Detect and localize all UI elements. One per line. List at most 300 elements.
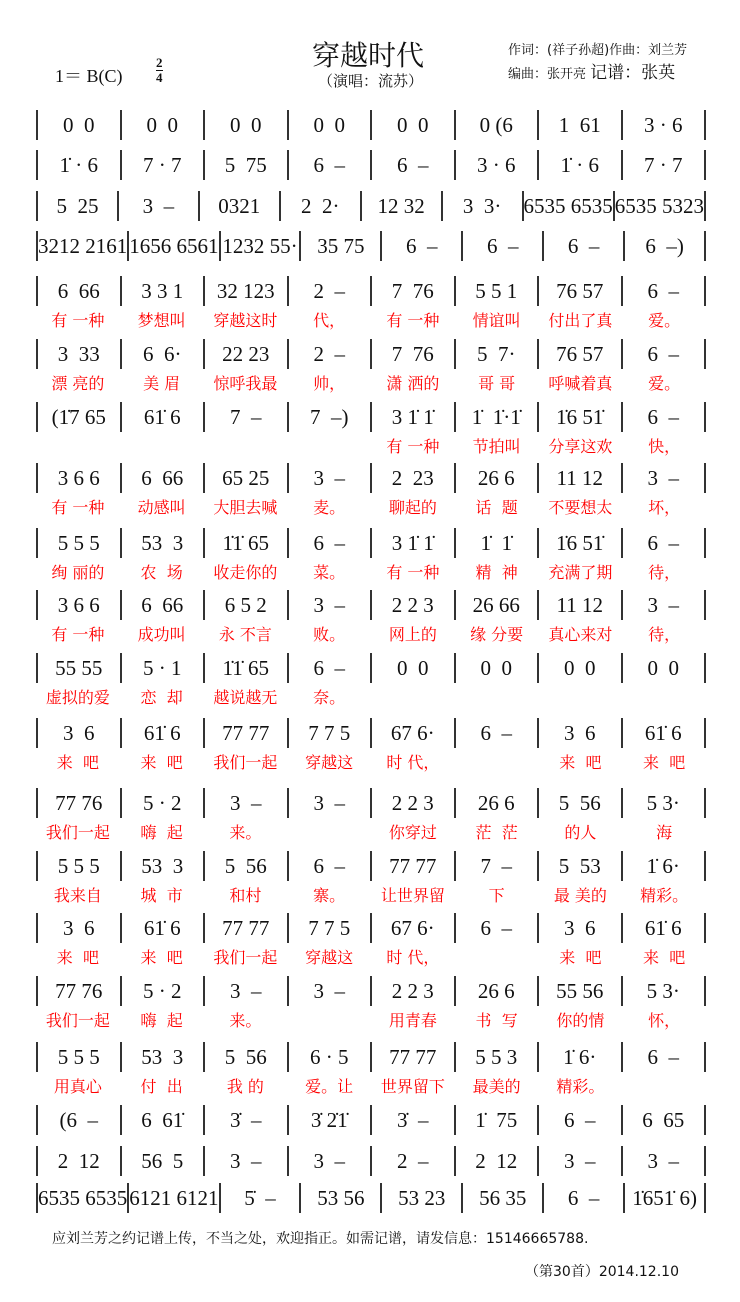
lyric: 我们一起 [213, 753, 278, 772]
measure: 6 – [287, 150, 371, 180]
measure: 7 · 7 [120, 150, 204, 180]
lyric: 精彩。 [640, 886, 689, 905]
lyric [204, 434, 288, 457]
measure: 77 77 [203, 913, 287, 943]
lyric: 永 不言 [218, 625, 272, 644]
measure: 3 – [203, 788, 287, 818]
lyric: 付出了真 [548, 311, 613, 330]
measure: 5 56 [203, 1042, 287, 1072]
measure: 2 2 3 [370, 976, 454, 1006]
staff-line [36, 976, 706, 1006]
measure: 6 – [287, 528, 371, 558]
lyric: 农 场 [140, 563, 183, 582]
lyric: 麦。 [313, 498, 346, 517]
lyric: 奈。 [313, 688, 346, 707]
measure: 61̇ 6 [120, 718, 204, 748]
measure: 6 – [621, 1042, 707, 1072]
measure: 76 57 [537, 276, 621, 306]
measure: 5 3· [621, 976, 707, 1006]
measure: 3 6 6 [36, 463, 120, 493]
measure: 11 12 [537, 590, 621, 620]
measure: 3 – [621, 463, 707, 493]
measure: 3 6 [36, 718, 120, 748]
measure: 61̇ 6 [120, 402, 204, 432]
measure: 53 56 [299, 1183, 380, 1213]
measure: 3 – [537, 1146, 621, 1176]
measure: 53 3 [120, 528, 204, 558]
staff-line [36, 851, 706, 881]
measure: 2 2· [279, 191, 360, 221]
lyric [287, 1008, 371, 1031]
lyric-line [36, 883, 706, 906]
measure: 7 76 [370, 339, 454, 369]
measure: 3 – [287, 1146, 371, 1176]
lyric-line [36, 560, 706, 583]
measure: 5̇ – [219, 1183, 300, 1213]
measure: 53 23 [380, 1183, 461, 1213]
lyric: 动感叫 [137, 498, 186, 517]
measure: 0 0 [36, 110, 120, 140]
measure: 32 123 [203, 276, 287, 306]
measure: 6 – [380, 231, 461, 261]
measure: 2 12 [36, 1146, 120, 1176]
lyric: 菜。 [313, 563, 346, 582]
lyric: 来 吧 [56, 753, 99, 772]
lyric: 的人 [564, 823, 597, 842]
lyric: 虚拟的爱 [45, 688, 110, 707]
lyric: 爱。 [648, 311, 681, 330]
lyric [455, 685, 539, 708]
staff-line [36, 1105, 706, 1135]
lyric: 坏， [648, 498, 681, 517]
lyric: 帅， [313, 374, 346, 393]
staff-line [36, 528, 706, 558]
lyric: 来 吧 [643, 948, 686, 967]
lyric-line [36, 685, 706, 708]
measure: 6 – [621, 528, 707, 558]
lyric [622, 685, 706, 708]
measure: 0 0 [454, 653, 538, 683]
measure: 6 – [454, 718, 538, 748]
measure: 3 3· [441, 191, 522, 221]
measure: 6 – [461, 231, 542, 261]
measure: 3 – [287, 590, 371, 620]
measure: 5 5 3 [454, 1042, 538, 1072]
lyric: 来 吧 [140, 948, 183, 967]
lyric: 我来自 [53, 886, 102, 905]
measure: 77 77 [370, 851, 454, 881]
key-signature: 1＝ B(C) [55, 66, 123, 86]
lyric: 真心来对 [548, 625, 613, 644]
lyric: 缘 分要 [470, 625, 524, 644]
measure: 3 – [621, 590, 707, 620]
lyric: 爱。 [648, 374, 681, 393]
measure: 6 – [621, 402, 707, 432]
measure: 6 · 5 [287, 1042, 371, 1072]
measure: 1232 55· [219, 231, 300, 261]
credits [508, 40, 687, 86]
measure: 7 – [454, 851, 538, 881]
lyric: 你穿过 [388, 823, 437, 842]
staff-line [36, 590, 706, 620]
lyric: 和村 [229, 886, 262, 905]
measure: 5 5 5 [36, 851, 120, 881]
measure: 77 77 [370, 1042, 454, 1072]
arranger: 编曲：张开亮 [508, 67, 587, 82]
measure: 5 · 2 [120, 788, 204, 818]
lyric: 快， [648, 437, 681, 456]
lyric-line [36, 1074, 706, 1097]
lyric: 有 一种 [386, 563, 440, 582]
staff-line [36, 231, 706, 261]
measure: 2 – [370, 1146, 454, 1176]
lyric: 穿越这时 [213, 311, 278, 330]
measure: 1̇651̇ 6) [623, 1183, 706, 1213]
staff-line [36, 276, 706, 306]
measure: 26 66 [454, 590, 538, 620]
measure: 3 1̇ 1̇ [370, 528, 454, 558]
lyric: 越说越无 [213, 688, 278, 707]
measure: 61̇ 6 [120, 913, 204, 943]
lyric: 付 出 [140, 1077, 183, 1096]
staff-line [36, 1042, 706, 1072]
measure: 6535 5323 [613, 191, 706, 221]
meter-top: 2 [156, 55, 163, 70]
staff-line [36, 653, 706, 683]
lyric: 大胆去喊 [213, 498, 278, 517]
measure: 6 – [542, 231, 623, 261]
lyric: 怀， [648, 1011, 681, 1030]
staff-line [36, 1183, 706, 1213]
measure: 2 – [287, 339, 371, 369]
measure: 6121 6121 [127, 1183, 218, 1213]
singer: （演唱：流苏） [318, 72, 424, 90]
lyric: 分享这欢 [548, 437, 613, 456]
lyric: 来 吧 [643, 753, 686, 772]
lyric: 用真心 [53, 1077, 102, 1096]
measure: 77 76 [36, 976, 120, 1006]
measure: 3 6 [36, 913, 120, 943]
lyric: 我们一起 [213, 948, 278, 967]
measure: 6 66 [120, 463, 204, 493]
lyric: 败。 [313, 625, 346, 644]
measure: 3 – [203, 976, 287, 1006]
lyric: 待， [648, 625, 681, 644]
measure: 3 3 1 [120, 276, 204, 306]
measure: 3 – [287, 788, 371, 818]
lyric: 绚 丽的 [51, 563, 105, 582]
meter-bottom: 4 [156, 70, 163, 85]
measure: 1̇1̇ 65 [203, 653, 287, 683]
staff-line [36, 191, 706, 221]
lyric: 漂 亮的 [51, 374, 105, 393]
measure: 53 3 [120, 1042, 204, 1072]
lyric: 世界留下 [380, 1077, 445, 1096]
lyric [287, 434, 371, 457]
measure: 7 · 7 [621, 150, 707, 180]
lyric: 最 美的 [553, 886, 607, 905]
measure: 3 1̇ 1̇ [370, 402, 454, 432]
measure: 5 56 [537, 788, 621, 818]
lyric: 精彩。 [556, 1077, 605, 1096]
measure: 5 56 [203, 851, 287, 881]
measure: 1̇6 51̇ [537, 402, 621, 432]
measure: 5 · 2 [120, 976, 204, 1006]
measure: 6 66 [120, 590, 204, 620]
measure: 3 6 [537, 913, 621, 943]
measure: 1̇ 1̇·1̇ [454, 402, 538, 432]
measure: 55 55 [36, 653, 120, 683]
lyric-line [36, 750, 706, 773]
lyric: 代， [313, 311, 346, 330]
lyric: 寨。 [313, 886, 346, 905]
lyric [455, 750, 539, 773]
footer-note: 应刘兰芳之约记谱上传，不当之处，欢迎指正。如需记谱，请发信息：15146665788. [52, 1231, 589, 1247]
measure: 7 76 [370, 276, 454, 306]
lyric: 精 神 [475, 563, 518, 582]
lyric: 来 吧 [559, 948, 602, 967]
staff-line [36, 788, 706, 818]
lyric: 有 一种 [51, 498, 105, 517]
measure: 3 – [117, 191, 198, 221]
lyric: 穿越这 [305, 753, 354, 772]
measure: 7 7 5 [287, 718, 371, 748]
measure: 56 35 [461, 1183, 542, 1213]
measure: 5 · 1 [120, 653, 204, 683]
lyric: 穿越这 [305, 948, 354, 967]
measure: 2 – [287, 276, 371, 306]
measure: 5 53 [537, 851, 621, 881]
measure: 67 6· [370, 913, 454, 943]
staff-line [36, 913, 706, 943]
lyric-line [36, 495, 706, 518]
transcriber: 记谱：张英 [590, 63, 676, 83]
lyric: 收走你的 [213, 563, 278, 582]
lyric: 有 一种 [51, 311, 105, 330]
lyric: 我们一起 [45, 823, 110, 842]
measure: 3 · 6 [621, 110, 707, 140]
lyric: 有 一种 [51, 625, 105, 644]
measure: 0 0 [537, 653, 621, 683]
lyric: 有 一种 [386, 437, 440, 456]
measure: 67 6· [370, 718, 454, 748]
measure: 26 6 [454, 463, 538, 493]
measure: 3 · 6 [454, 150, 538, 180]
measure: 5 25 [36, 191, 117, 221]
measure: 0 0 [203, 110, 287, 140]
measure: 26 6 [454, 788, 538, 818]
measure: 6 – [454, 913, 538, 943]
measure: 3 33 [36, 339, 120, 369]
lyric: 呼喊着真 [548, 374, 613, 393]
lyric: 惊呼我最 [213, 374, 278, 393]
lyric: 话 题 [475, 498, 518, 517]
lyric: 茫 茫 [475, 823, 518, 842]
measure: 6 – [537, 1105, 621, 1135]
lyric: 时 代， [386, 753, 440, 772]
lyric: 我 的 [226, 1077, 264, 1096]
lyric: 聊起的 [388, 498, 437, 517]
measure: 1̇ · 6 [36, 150, 120, 180]
measure: 3̇ – [370, 1105, 454, 1135]
lyric: 有 一种 [386, 311, 440, 330]
lyric: 梦想叫 [137, 311, 186, 330]
lyric-line [36, 622, 706, 645]
measure: 0 0 [287, 110, 371, 140]
lyric: 爱。让 [305, 1077, 354, 1096]
lyric: 网上的 [388, 625, 437, 644]
measure: 6535 6535 [522, 191, 613, 221]
lyric: 来。 [229, 823, 262, 842]
measure: 1̇6 51̇ [537, 528, 621, 558]
lyric: 节拍叫 [472, 437, 521, 456]
measure: 7 7 5 [287, 913, 371, 943]
lyric: 最美的 [472, 1077, 521, 1096]
lyric: 来。 [229, 1011, 262, 1030]
lyric-line [36, 945, 706, 968]
lyric: 不要想太 [548, 498, 613, 517]
measure: 3̇ – [203, 1105, 287, 1135]
measure: 1̇ 1̇ [454, 528, 538, 558]
lyric: 海 [656, 823, 673, 842]
lyric [36, 434, 120, 457]
measure: 53 3 [120, 851, 204, 881]
staff-line [36, 463, 706, 493]
measure: 5 3· [621, 788, 707, 818]
measure: 22 23 [203, 339, 287, 369]
measure: 2 23 [370, 463, 454, 493]
measure: 3 – [287, 976, 371, 1006]
staff-line [36, 718, 706, 748]
measure: 76 57 [537, 339, 621, 369]
measure: 6 – [621, 276, 707, 306]
measure: 65 25 [203, 463, 287, 493]
lyric: 来 吧 [56, 948, 99, 967]
lyric: 来 吧 [559, 753, 602, 772]
measure: 5 5 5 [36, 528, 120, 558]
staff-line [36, 1146, 706, 1176]
measure: 61̇ 6 [621, 718, 707, 748]
lyricist-composer: 作词：(祥子孙超)作曲：刘兰芳 [508, 43, 688, 58]
measure: 5 7· [454, 339, 538, 369]
lyric: 待， [648, 563, 681, 582]
measure: 0 0 [370, 110, 454, 140]
measure: 1̇ 6· [537, 1042, 621, 1072]
measure: 3 6 [537, 718, 621, 748]
measure: 1 61 [537, 110, 621, 140]
measure: 61̇ 6 [621, 913, 707, 943]
measure: 0 0 [370, 653, 454, 683]
lyric-line [36, 371, 706, 394]
measure: 1̇ · 6 [537, 150, 621, 180]
lyric: 让世界留 [380, 886, 445, 905]
measure: 3 – [287, 463, 371, 493]
time-signature [156, 56, 163, 85]
measure: 0 0 [120, 110, 204, 140]
measure: 11 12 [537, 463, 621, 493]
measure: 1656 6561 [127, 231, 218, 261]
lyric [455, 945, 539, 968]
lyric-line [36, 820, 706, 843]
measure: 12 32 [360, 191, 441, 221]
measure: 77 76 [36, 788, 120, 818]
measure: 1̇ 6· [621, 851, 707, 881]
lyric: 下 [488, 886, 505, 905]
measure: 3212 2161 [36, 231, 127, 261]
measure: 2 2 3 [370, 788, 454, 818]
measure: 6 61̇ [120, 1105, 204, 1135]
staff-line [36, 150, 706, 180]
lyric [539, 685, 623, 708]
lyric [622, 1074, 706, 1097]
lyric-line [36, 1008, 706, 1031]
lyric: 用青春 [388, 1011, 437, 1030]
measure: 5 75 [203, 150, 287, 180]
lyric: 哥 哥 [478, 374, 516, 393]
measure: (1̇7 65 [36, 402, 120, 432]
measure: 6 –) [623, 231, 706, 261]
lyric: 书 写 [475, 1011, 518, 1030]
lyric [371, 685, 455, 708]
lyric: 成功叫 [137, 625, 186, 644]
measure: 1̇1̇ 65 [203, 528, 287, 558]
measure: 35 75 [299, 231, 380, 261]
measure: 7 – [203, 402, 287, 432]
measure: 6 66 [36, 276, 120, 306]
measure: 2 12 [454, 1146, 538, 1176]
lyric: 你的情 [556, 1011, 605, 1030]
song-title: 穿越时代 [312, 39, 425, 72]
staff-line [36, 339, 706, 369]
lyric: 美 眉 [143, 374, 181, 393]
lyric: 情谊叫 [472, 311, 521, 330]
lyric: 来 吧 [140, 753, 183, 772]
measure: 6 5 2 [203, 590, 287, 620]
measure: 2 2 3 [370, 590, 454, 620]
measure: 3 6 6 [36, 590, 120, 620]
measure: 6 6· [120, 339, 204, 369]
lyric-line [36, 308, 706, 331]
measure: 3̇ 2̇1̇ [287, 1105, 371, 1135]
measure: 6 65 [621, 1105, 707, 1135]
lyric: 时 代， [386, 948, 440, 967]
measure: 6 – [287, 653, 371, 683]
lyric: 城 市 [140, 886, 183, 905]
measure: 3 – [203, 1146, 287, 1176]
measure: 6 – [370, 150, 454, 180]
measure: 0 (6 [454, 110, 538, 140]
measure: 5 5 5 [36, 1042, 120, 1072]
footer-date: （第30首）2014.12.10 [525, 1264, 679, 1280]
measure: 26 6 [454, 976, 538, 1006]
measure: 55 56 [537, 976, 621, 1006]
measure: 6535 6535 [36, 1183, 127, 1213]
measure: 6 – [621, 339, 707, 369]
measure: 6 – [287, 851, 371, 881]
measure: 77 77 [203, 718, 287, 748]
lyric [287, 820, 371, 843]
lyric: 潇 洒的 [386, 374, 440, 393]
measure: 0 0 [621, 653, 707, 683]
measure: 5 5 1 [454, 276, 538, 306]
staff-line [36, 402, 706, 432]
measure: 1̇ 75 [454, 1105, 538, 1135]
lyric: 嗨 起 [140, 823, 183, 842]
measure: 0321 [198, 191, 279, 221]
lyric: 恋 却 [140, 688, 183, 707]
measure: 56 5 [120, 1146, 204, 1176]
measure: (6 – [36, 1105, 120, 1135]
